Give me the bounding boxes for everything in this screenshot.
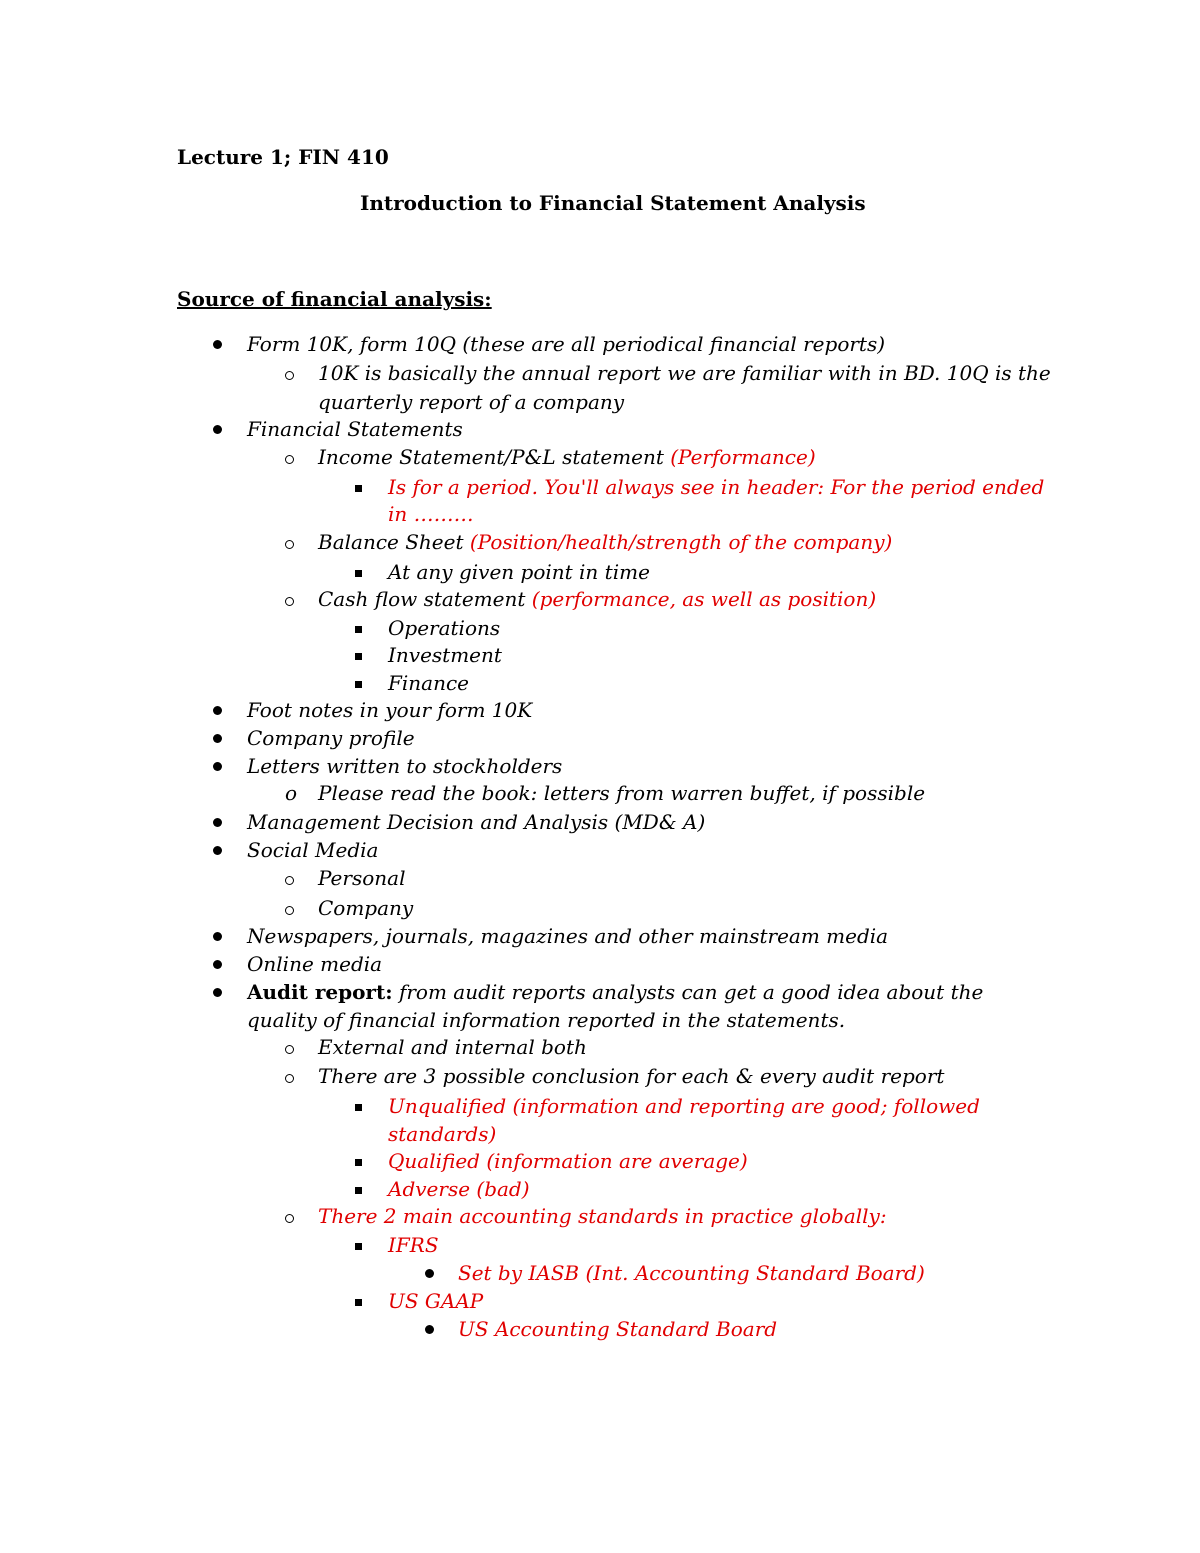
list-item-income-period: Is for a period. You'll always see in header: For the period ended: [388, 475, 1045, 499]
list-item-form: Form 10K, form 10Q (these are all periodical financial reports): [247, 332, 886, 356]
list-item-form-sub-1: 10K is basically the annual report we are familiar with in BD. 10Q is the: [318, 361, 1051, 385]
list-item-audit: [247, 978, 983, 1006]
list-item-fin-statements: Financial Statements: [247, 417, 463, 441]
list-item-iasb: Set by IASB (Int. Accounting Standard Board): [458, 1261, 925, 1285]
list-item-three-conclusions: There are 3 possible conclusion for each & every audit report: [318, 1064, 945, 1088]
list-item-balance-note: At any given point in time: [388, 560, 650, 584]
page-title: Introduction to Financial Statement Analysis: [360, 191, 866, 215]
list-item-balance: [318, 528, 892, 556]
bullet-italic-o-icon: o: [285, 781, 298, 805]
list-item-unqualified-cont: standards): [388, 1122, 497, 1146]
list-item-letters-sub: Please read the book: letters from warren buffet, if possible: [318, 781, 926, 805]
list-item-ext-int: External and internal both: [318, 1035, 587, 1059]
list-item-unqualified: Unqualified (information and reporting are good; followed: [388, 1094, 980, 1118]
income-text: Income Statement/P&L statement: [318, 445, 671, 469]
list-item-two-standards: There 2 main accounting standards in practice globally:: [318, 1204, 887, 1228]
list-item-mda: Management Decision and Analysis (MD& A): [247, 810, 706, 834]
list-item-investment: Investment: [388, 643, 502, 667]
balance-text: Balance Sheet: [318, 530, 470, 554]
lecture-header: Lecture 1; FIN 410: [177, 145, 389, 169]
list-item-personal: Personal: [318, 866, 406, 890]
list-item-adverse: Adverse (bad): [388, 1177, 530, 1201]
list-item-online: Online media: [247, 952, 383, 976]
list-item-us-board: US Accounting Standard Board: [458, 1317, 778, 1341]
list-item-finance: Finance: [388, 671, 469, 695]
cashflow-text: Cash flow statement: [318, 587, 532, 611]
list-item-income-period-cont: in ………: [388, 502, 474, 526]
balance-note-red: (Position/health/strength of the company): [469, 530, 893, 554]
list-item-company: Company: [318, 896, 414, 920]
cashflow-note-red: (performance, as well as position): [531, 587, 877, 611]
list-item-social: Social Media: [247, 838, 379, 862]
list-item-form-sub-2: quarterly report of a company: [318, 390, 625, 414]
audit-label: Audit report:: [247, 980, 393, 1004]
list-item-income: [318, 443, 816, 471]
section-heading: Source of financial analysis:: [177, 287, 492, 311]
list-item-usgaap: US GAAP: [388, 1289, 484, 1313]
list-item-newspapers: Newspapers, journals, magazines and other mainstream media: [247, 924, 889, 948]
audit-text: from audit reports analysts can get a good idea about the: [392, 980, 984, 1004]
list-item-letters: Letters written to stockholders: [247, 754, 563, 778]
income-note-red: (Performance): [670, 445, 816, 469]
list-item-ifrs: IFRS: [388, 1233, 439, 1257]
list-item-cashflow: [318, 585, 876, 613]
list-item-operations: Operations: [388, 616, 501, 640]
list-item-audit-cont: quality of financial information reported in the statements.: [247, 1008, 846, 1032]
list-item-profile: Company profile: [247, 726, 415, 750]
list-item-footnotes: Foot notes in your form 10K: [247, 698, 533, 722]
list-item-qualified: Qualified (information are average): [388, 1149, 748, 1173]
